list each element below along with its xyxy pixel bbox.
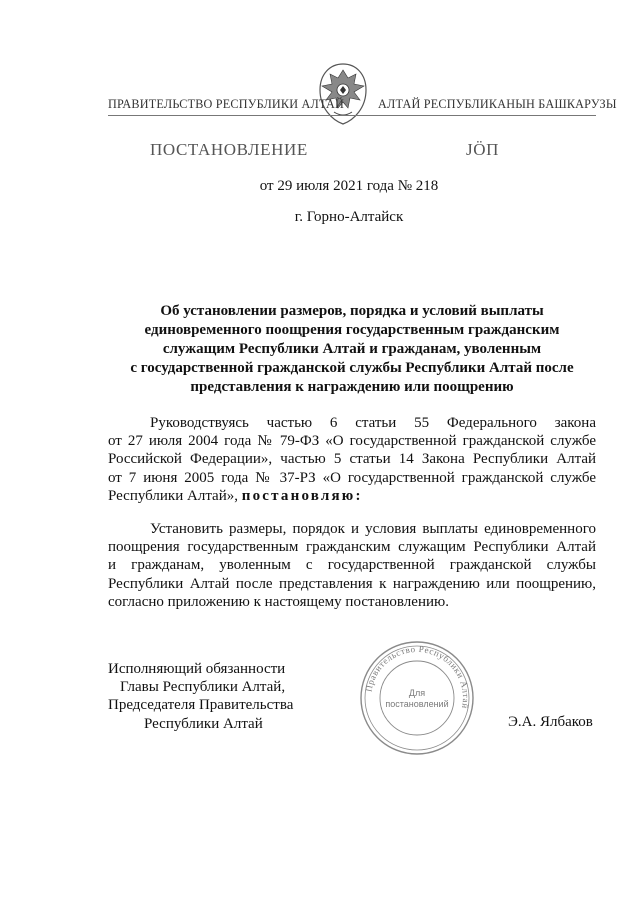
title-line: Об установлении размеров, порядка и условий выплаты [160,303,544,319]
title-line: с государственной гражданской службы Республики Алтай после [130,360,574,376]
title-line: служащим Республики Алтай и гражданам, уволенным [162,341,542,357]
paragraph-line: Республики Алтай после представления к награждению или поощрению, [108,575,596,592]
paragraph-line: от 7 июня 2005 года № 37-РЗ «О государственной гражданской службе [108,469,596,486]
document-date: от 29 июля 2021 года № 218 [259,178,439,194]
paragraph-text: Республики Алтай», [108,487,238,504]
stamp-outer-text: Правительство Республики Алтай [363,643,472,710]
paragraph-line: согласно приложению к настоящему постановлению. [108,593,449,610]
paragraph-line: Установить размеры, порядок и условия выплаты единовременного [150,521,596,537]
paragraph-line: Российской Федерации», частью 5 статьи 14 Закона Республики Алтай [108,451,596,468]
paragraph-line: от 27 июля 2004 года № 79-ФЗ «О государственной гражданской службе [108,433,596,450]
altai-coat-of-arms-icon [312,60,374,128]
stamp-inner-line: постановлений [385,699,449,709]
preamble-paragraph [108,414,596,505]
document-city: г. Горно-Алтайск [294,209,404,225]
official-stamp [357,640,477,756]
signer-name: Э.А. Ялбаков [508,714,593,730]
paragraph-line: поощрения государственным гражданским служащим Республики Алтай [108,539,596,556]
signature-line: Главы Республики Алтай, [120,679,286,696]
paragraph-line: Руководствуясь частью 6 статьи 55 Федерального закона [150,415,596,431]
decree-paragraph [108,520,596,611]
stamp-inner-line: Для [408,688,426,698]
document-type-altai: ЈÖП [466,140,499,159]
title-line: единовременного поощрения государственным гражданским [144,322,560,338]
document-type: ПОСТАНОВЛЕНИЕ [150,140,308,159]
signature-line: Исполняющий обязанности [108,661,286,677]
paragraph-line [108,487,596,505]
title-line: представления к награждению или поощрению [190,379,514,395]
signature-line: Республики Алтай [144,715,263,732]
header-divider [108,115,596,116]
signature-line: Председателя Правительства [108,697,294,714]
header-org-left: ПРАВИТЕЛЬСТВО РЕСПУБЛИКИ АЛТАЙ [108,97,345,111]
document-title [108,302,596,397]
header-org-right: АЛТАЙ РЕСПУБЛИКАНЫН БАШКАРУЗЫ [378,97,617,111]
decree-keyword: постановляю: [241,487,363,504]
signature-block [108,660,293,733]
paragraph-line: и гражданам, уволенным с государственной гражданской службы [108,557,596,574]
